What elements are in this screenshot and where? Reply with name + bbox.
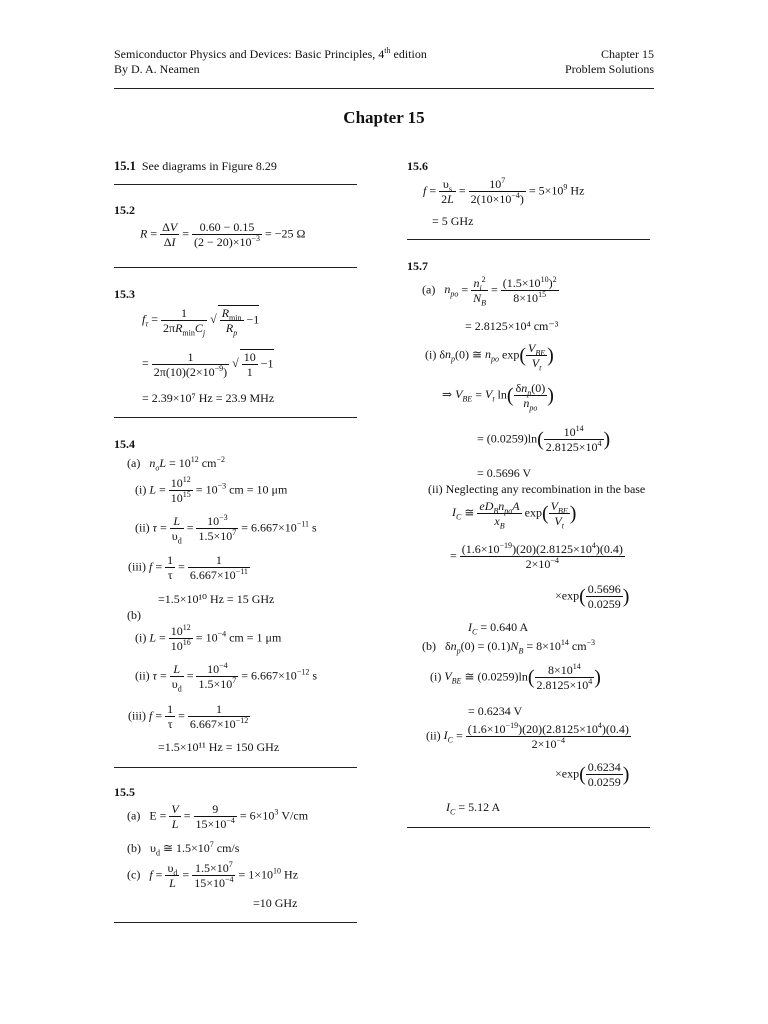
result-15-7-ic-b: $I_C = 5.12$ A [446, 800, 501, 817]
author: By D. A. Neamen [114, 62, 200, 76]
eq-15-7-vbe: ⇒ $V_{BE} = V_t$ ln( $\delta n_p(0)$ $n_{po}$ ) [442, 381, 554, 413]
eq-15-7-ic: $I_C$ ≅ $eD_Bn_{po}A$ $x_B$ exp( $V_{BE}$ $V_t$ ) [452, 499, 577, 531]
result-15-7-vbe: = 0.5696 V [477, 466, 532, 480]
eq-15-7-b-ii: (ii) $I_C$ = $\frac{(1.6\times 10^{-19})(20)(2.8125\times 10^4)(0.4)}{2\times 10^{-4}}$ [426, 721, 629, 751]
divider [114, 267, 357, 268]
eq-15-2: R = $\frac{\Delta V}{\Delta I}$ = $\frac{0.60 - 0.15}{(2 - 20)\times 10^{-3}}$ = −25 Ω [140, 220, 306, 249]
eq-15-7-a: (a) $n_{po}$ = $\frac{n_i^2}{N_B}$ = $\frac{(1.5\times 10^{10})^2}{8\times 10^{15}}$ [422, 275, 557, 308]
result-15-4-a: =1.5×10¹⁰ Hz = 15 GHz [158, 592, 275, 606]
eq-15-5-c: (c) f = $\frac{\upsilon_d}{L}$ = $\frac{1.5\times 10^7}{15\times 10^{-4}}$ = $1\times 10^{10}$ Hz [127, 860, 299, 890]
problem-15-2: 15.2 [114, 203, 135, 217]
problem-15-5: 15.5 [114, 785, 135, 799]
eq-15-4-b-ii: (ii) τ = $\frac{L}{\upsilon_d}$ = $\frac{10^{-4}}{1.5\times 10^7}$ = $6.667\times 10^{-12}$ s [135, 661, 317, 694]
divider [114, 922, 357, 923]
result-15-5-c: =10 GHz [253, 896, 298, 910]
divider [114, 767, 357, 768]
subtitle: Problem Solutions [564, 62, 654, 76]
book-title: Semiconductor Physics and Devices: Basic Principles, 4th edition [114, 46, 427, 61]
result-15-7-vbe-b: = 0.6234 V [468, 704, 523, 718]
eq-15-7-a-i: (i) $\delta n_p(0)$ ≅ $n_{po}$ exp( $V_{BE}$ $V_t$ ) [425, 341, 554, 373]
problem-15-1: 15.1 See diagrams in Figure 8.29 [114, 159, 277, 173]
divider [114, 417, 357, 418]
result-15-4-b: =1.5×10¹¹ Hz = 150 GHz [158, 740, 280, 754]
problem-15-6: 15.6 [407, 159, 428, 173]
eq-15-7-b: (b) $\delta n_p(0) = (0.1)N_B = 8\times 10^{14}$ $cm^{-3}$ [422, 638, 596, 656]
eq-15-4-b-i: (i) L = $\frac{10^{12}}{10^{16}}$ = $10^{-4}$ cm = 1 μm [135, 623, 282, 653]
eq-15-4-a-iii: (iii) f = $\frac{1}{\tau}$ = $\frac{1}{6.667\times 10^{-11}}$ [128, 553, 248, 582]
text-15-7-ii: (ii) Neglecting any recombination in the base [428, 482, 646, 496]
result-15-7-ic-a: $I_C = 0.640$ A [468, 620, 529, 637]
header-rule [114, 88, 654, 89]
eq-15-4-a-ii: (ii) τ = $\frac{L}{\upsilon_d}$ = $\frac{10^{-3}}{1.5\times 10^7}$ = $6.667\times 10^{-11}$ s [135, 513, 317, 546]
chapter-label: Chapter 15 [601, 47, 654, 61]
label-15-4-b: (b) [127, 608, 141, 622]
eq-15-7-b-i: (i) $V_{BE}$ ≅ (0.0259)ln( $\frac{8\times 10^{14}}{2.8125\times 10^4}$ ) [430, 662, 601, 692]
divider [407, 239, 650, 240]
eq-15-5-a: (a) Ε = $\frac{V}{L}$ = $\frac{9}{15\times 10^{-4}}$ = $6\times 10^3$ V/cm [127, 802, 309, 831]
problem-15-4: 15.4 [114, 437, 135, 451]
divider [114, 184, 357, 185]
eq-15-6: f = $\frac{\upsilon_s}{2L}$ = $\frac{10^7}{2(10\times 10^{-4})}$ = $5\times 10^9$ Hz [423, 176, 585, 206]
eq-15-7-ic-num: = $\frac{(1.6\times 10^{-19})(20)(2.8125\times 10^4)(0.4)}{2\times 10^{-4}}$ [450, 541, 623, 571]
problem-15-3: 15.3 [114, 287, 135, 301]
eq-15-5-b: (b) $\upsilon_d$ ≅ $1.5\times 10^7$ cm/s [127, 840, 240, 858]
eq-15-7-ic-exp: ×exp( $\frac{0.5696}{0.0259}$ ) [555, 582, 630, 611]
eq-15-3b: = $\frac{1}{2\pi(10)(2\times 10^{-9})}$ √ $\frac{10}{1}$ −1 [142, 349, 274, 379]
result-15-7-npo: = 2.8125×10⁴ cm⁻³ [465, 319, 559, 333]
divider [407, 827, 650, 828]
eq-15-4-b-iii: (iii) f = $\frac{1}{\tau}$ = $\frac{1}{6.667\times 10^{-12}}$ [128, 702, 249, 731]
eq-15-4-a: (a) $n_oL = 10^{12}$ $cm^{-2}$ [127, 455, 225, 473]
eq-15-4-a-i: (i) L = $\frac{10^{12}}{10^{15}}$ = $10^{-3}$ cm = 10 μm [135, 475, 288, 505]
eq-15-7-b-exp: ×exp( $\frac{0.6234}{0.0259}$ ) [555, 760, 630, 789]
result-15-6: = 5 GHz [432, 214, 474, 228]
eq-15-3a: $f_\tau$ = 1 $2\pi R_{min}C_j$ √ $R_{min}$ $R_p$ −1 [142, 305, 260, 338]
eq-15-7-vbe-num: = (0.0259)ln( $\frac{10^{14}}{2.8125\times 10^4}$ ) [477, 424, 611, 454]
problem-15-7: 15.7 [407, 259, 428, 273]
result-15-3: = 2.39×10⁷ Hz = 23.9 MHz [142, 391, 275, 405]
page-title: Chapter 15 [343, 108, 425, 127]
